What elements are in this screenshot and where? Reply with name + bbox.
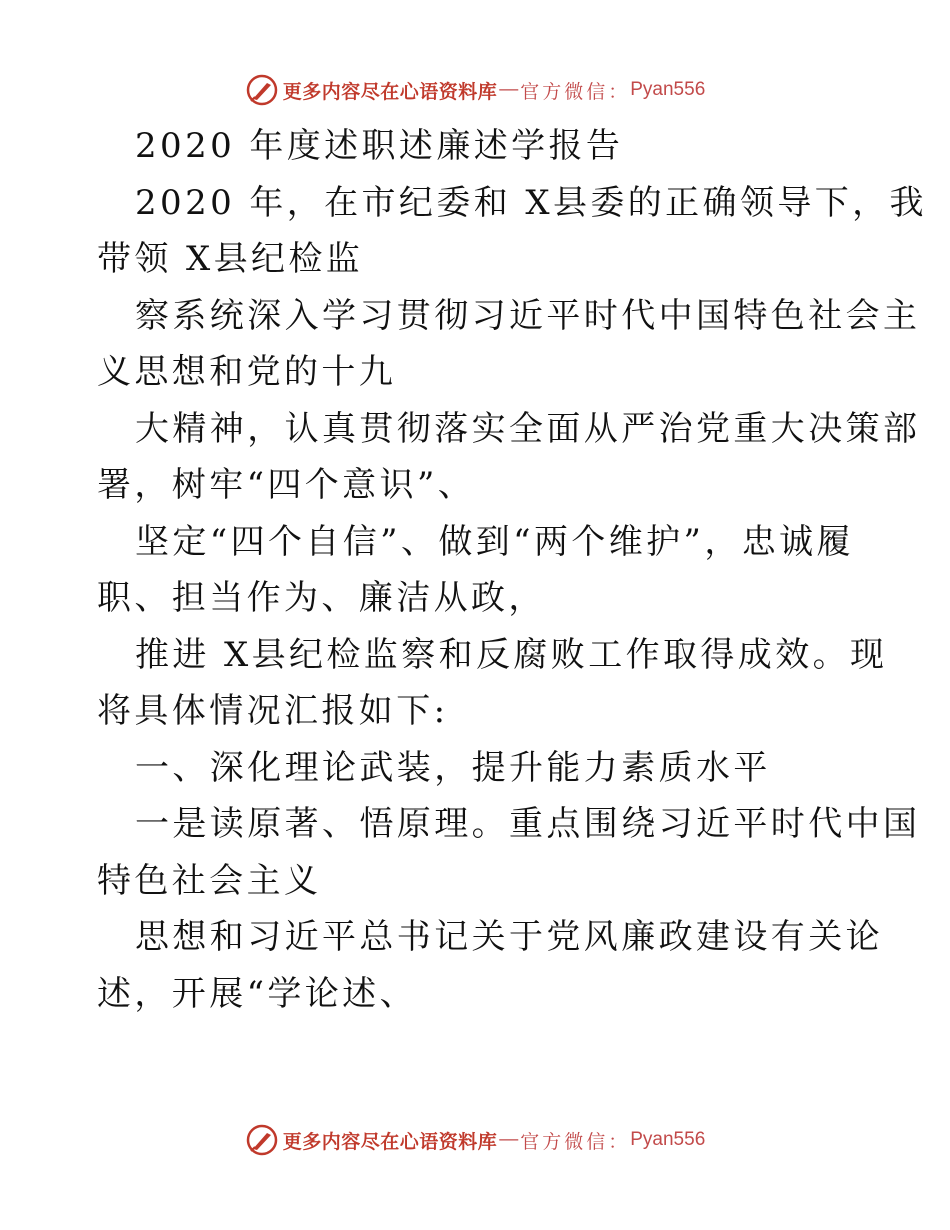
document-body: [97, 118, 927, 1022]
document-line: 2020 年度述职述廉述学报告: [135, 126, 624, 166]
document-line: 将具体情况汇报如下:: [97, 691, 449, 731]
document-line: 坚定“四个自信”、做到“两个维护”，忠诚履: [135, 521, 854, 562]
banner-separator: —: [499, 79, 519, 100]
quill-pen-logo-icon: [245, 1123, 279, 1157]
document-line: 职、担当作为、廉洁从政，: [97, 578, 546, 618]
document-line: 察系统深入学习贯彻习近平时代中国特色社会主: [135, 295, 921, 336]
banner-wechat-label: 官方微信：: [520, 1131, 631, 1153]
document-line: 一是读原著、悟原理。重点围绕习近平时代中国: [135, 804, 921, 844]
banner-separator: —: [499, 1129, 519, 1150]
header-watermark-banner: [0, 70, 950, 110]
banner-wechat-id: Pyan556: [630, 79, 706, 100]
document-line: 2020 年，在市纪委和 X县委的正确领导下，我: [135, 182, 927, 223]
document-line: 一、深化理论武装，提升能力素质水平: [135, 747, 771, 788]
document-line: 述，开展“学论述、: [97, 973, 417, 1014]
banner-brand-text: 更多内容尽在心语资料库: [282, 81, 498, 103]
document-line: 思想和习近平总书记关于党风廉政建设有关论: [135, 917, 883, 957]
document-line: 义思想和党的十九: [97, 352, 397, 392]
document-line: 特色社会主义: [97, 860, 322, 901]
document-line: 推进 X县纪检监察和反腐败工作取得成效。现: [135, 634, 888, 675]
document-line: 署，树牢“四个意识”、: [97, 465, 476, 505]
document-line: 大精神，认真贯彻落实全面从严治党重大决策部: [135, 408, 921, 449]
banner-brand-text: 更多内容尽在心语资料库: [282, 1131, 498, 1153]
footer-watermark-banner: [0, 1120, 950, 1160]
banner-wechat-id: Pyan556: [630, 1129, 706, 1150]
document-line: 带领 X县纪检监: [97, 239, 364, 279]
banner-wechat-label: 官方微信：: [520, 81, 631, 103]
quill-pen-logo-icon: [245, 73, 279, 107]
